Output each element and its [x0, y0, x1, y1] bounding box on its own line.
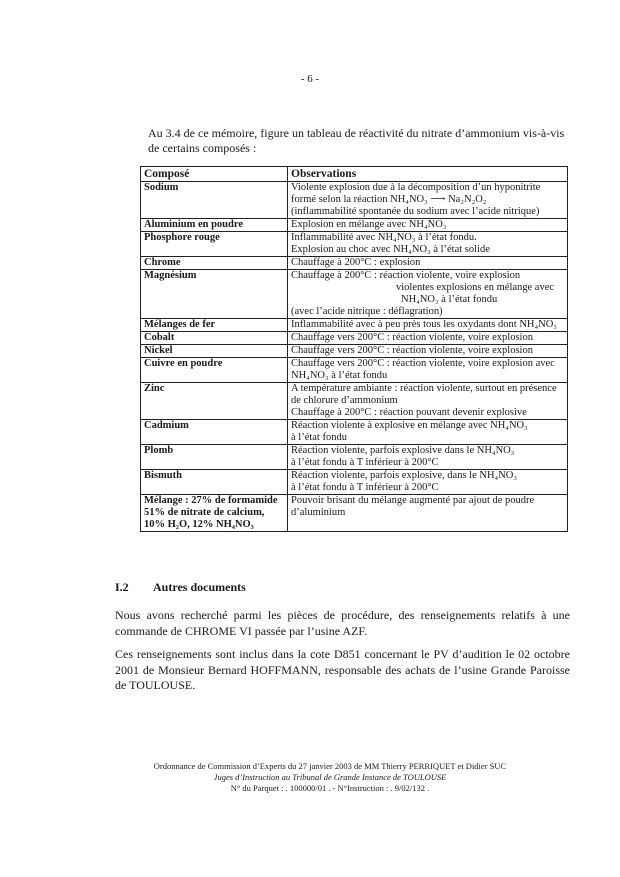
- observation-line: Réaction violente, parfois explosive, dans le NH₄NO₃: [291, 470, 518, 481]
- compose-line: Cobalt: [144, 332, 175, 343]
- compose-line: Chrome: [144, 257, 181, 268]
- compose-cell: [141, 383, 288, 420]
- observation-line: violentes explosions en mélange avec: [396, 282, 555, 293]
- table-row: [141, 495, 568, 532]
- compose-line: Cuivre en poudre: [144, 358, 223, 369]
- observation-cell: [288, 257, 568, 270]
- observation-line: formé selon la réaction NH₄NO₃ ⟶ Na₂N₂O₂: [291, 194, 487, 205]
- observation-line: NH₄NO₃ à l’état fondu: [401, 294, 498, 305]
- intro-paragraph: Au 3.4 de ce mémoire, figure un tableau de réactivité du nitrate d’ammonium vis-à-vis de certains composés :: [148, 126, 565, 155]
- table-row: [141, 383, 568, 420]
- compose-line: Mélange : 27% de formamide: [144, 495, 278, 506]
- header-observations: Observations: [288, 167, 568, 182]
- compose-cell: [141, 420, 288, 445]
- compose-cell: [141, 332, 288, 345]
- observation-line: de chlorure d’ammonium: [291, 395, 398, 406]
- observation-line: Chauffage vers 200°C : réaction violente, voire explosion: [291, 345, 533, 356]
- observation-cell: [288, 270, 568, 319]
- compose-line: 51% de nitrate de calcium,: [144, 507, 265, 518]
- observation-cell: [288, 470, 568, 495]
- table-row: [141, 270, 568, 319]
- table-row: [141, 257, 568, 270]
- footer-line-1: Ordonnance de Commission d’Experts du 27 janvier 2003 de MM Thierry PERRIQUET et Didier SUC: [153, 761, 507, 771]
- observation-line: (avec l’acide nitrique : déflagration): [291, 306, 443, 317]
- table-body: [141, 182, 568, 532]
- observation-cell: [288, 332, 568, 345]
- table-row: [141, 319, 568, 332]
- compose-cell: [141, 270, 288, 319]
- table-row: [141, 345, 568, 358]
- table-row: [141, 445, 568, 470]
- section-title: Autres documents: [153, 580, 246, 594]
- compose-cell: [141, 257, 288, 270]
- compose-cell: [141, 358, 288, 383]
- compose-line: Plomb: [144, 445, 174, 456]
- table-row: [141, 232, 568, 257]
- paragraph-2: Ces renseignements sont inclus dans la cote D851 concernant le PV d’audition le 02 octobre 2001 de Monsieur Bernard HOFFMANN, responsable des achats de l’usine Grande Paroisse de TOULOUSE.: [115, 647, 570, 692]
- observation-line: (inflammabilité spontanée du sodium avec l’acide nitrique): [291, 206, 540, 217]
- page-number: - 6 -: [300, 73, 320, 85]
- footer: [0, 761, 620, 794]
- observation-line: A température ambiante : réaction violente, surtout en présence: [291, 383, 557, 394]
- observation-line: NH₄NO₃ à l’état fondu: [291, 370, 388, 381]
- table-row: [141, 420, 568, 445]
- observation-cell: [288, 495, 568, 532]
- compose-cell: [141, 445, 288, 470]
- section-number: I.2: [115, 580, 129, 594]
- observation-cell: [288, 420, 568, 445]
- compose-line: Phosphore rouge: [144, 232, 220, 243]
- observation-cell: [288, 319, 568, 332]
- compose-line: Mélanges de fer: [144, 319, 216, 330]
- observation-line: à l’état fondu: [291, 432, 347, 443]
- table-row: [141, 182, 568, 219]
- observation-cell: [288, 358, 568, 383]
- observation-cell: [288, 345, 568, 358]
- footer-line-3: N° du Parquet : . 100000/01 . - N°Instruction : . 9/02/132 .: [230, 783, 430, 793]
- paragraph-1: Nous avons recherché parmi les pièces de procédure, des renseignements relatifs à une commande de CHROME VI passée par l’usine AZF.: [115, 608, 570, 638]
- compose-cell: [141, 319, 288, 332]
- compose-cell: [141, 345, 288, 358]
- observation-cell: [288, 445, 568, 470]
- compose-line: Zinc: [144, 383, 165, 394]
- table-header-row: [141, 167, 568, 182]
- compose-line: 10% H₂O, 12% NH₄NO₃: [144, 519, 254, 530]
- table-row: [141, 332, 568, 345]
- observation-line: Violente explosion due à la décomposition d’un hyponitrite: [291, 182, 541, 193]
- compose-line: Cadmium: [144, 420, 189, 431]
- compose-cell: [141, 219, 288, 232]
- table-row: [141, 470, 568, 495]
- compose-cell: [141, 470, 288, 495]
- compose-cell: [141, 182, 288, 219]
- observation-line: Pouvoir brisant du mélange augmenté par ajout de poudre: [291, 495, 535, 506]
- table-row: [141, 219, 568, 232]
- footer-line-2: Juges d’Instruction au Tribunal de Grande Instance de TOULOUSE: [213, 772, 447, 782]
- observation-line: d’aluminium: [291, 507, 346, 518]
- compose-line: Aluminium en poudre: [144, 219, 243, 230]
- compose-cell: [141, 232, 288, 257]
- observation-line: Inflammabilité avec NH₄NO₃ à l’état fondu.: [291, 232, 477, 243]
- observation-line: Chauffage vers 200°C : réaction violente, voire explosion avec: [291, 358, 555, 369]
- compose-line: Nickel: [144, 345, 173, 356]
- compose-line: Bismuth: [144, 470, 182, 481]
- observation-line: Chauffage à 200°C : réaction violente, voire explosion: [291, 270, 521, 281]
- section-heading: [115, 580, 246, 595]
- observation-line: Inflammabilité avec à peu près tous les oxydants dont NH₄NO₃: [291, 319, 557, 330]
- compose-line: Sodium: [144, 182, 179, 193]
- reactivity-table: [140, 166, 568, 532]
- observation-cell: [288, 182, 568, 219]
- table-row: [141, 358, 568, 383]
- observation-line: à l’état fondu à T inférieur à 200°C: [291, 482, 439, 493]
- observation-line: Chauffage à 200°C : explosion: [291, 257, 421, 268]
- observation-cell: [288, 232, 568, 257]
- observation-line: Réaction violente à explosive en mélange avec NH₄NO₃: [291, 420, 528, 431]
- observation-cell: [288, 383, 568, 420]
- observation-line: Explosion en mélange avec NH₄NO₃: [291, 219, 447, 230]
- header-compose: Composé: [141, 167, 288, 182]
- observation-line: Réaction violente, parfois explosive dans le NH₄NO₃: [291, 445, 515, 456]
- observation-line: Chauffage à 200°C : réaction pouvant devenir explosive: [291, 407, 527, 418]
- observation-line: à l’état fondu à T inférieur à 200°C: [291, 457, 439, 468]
- compose-line: Magnésium: [144, 270, 197, 281]
- observation-cell: [288, 219, 568, 232]
- observation-line: Explosion au choc avec NH₄NO₃ à l’état solide: [291, 244, 490, 255]
- compose-cell: [141, 495, 288, 532]
- observation-line: Chauffage vers 200°C : réaction violente, voire explosion: [291, 332, 533, 343]
